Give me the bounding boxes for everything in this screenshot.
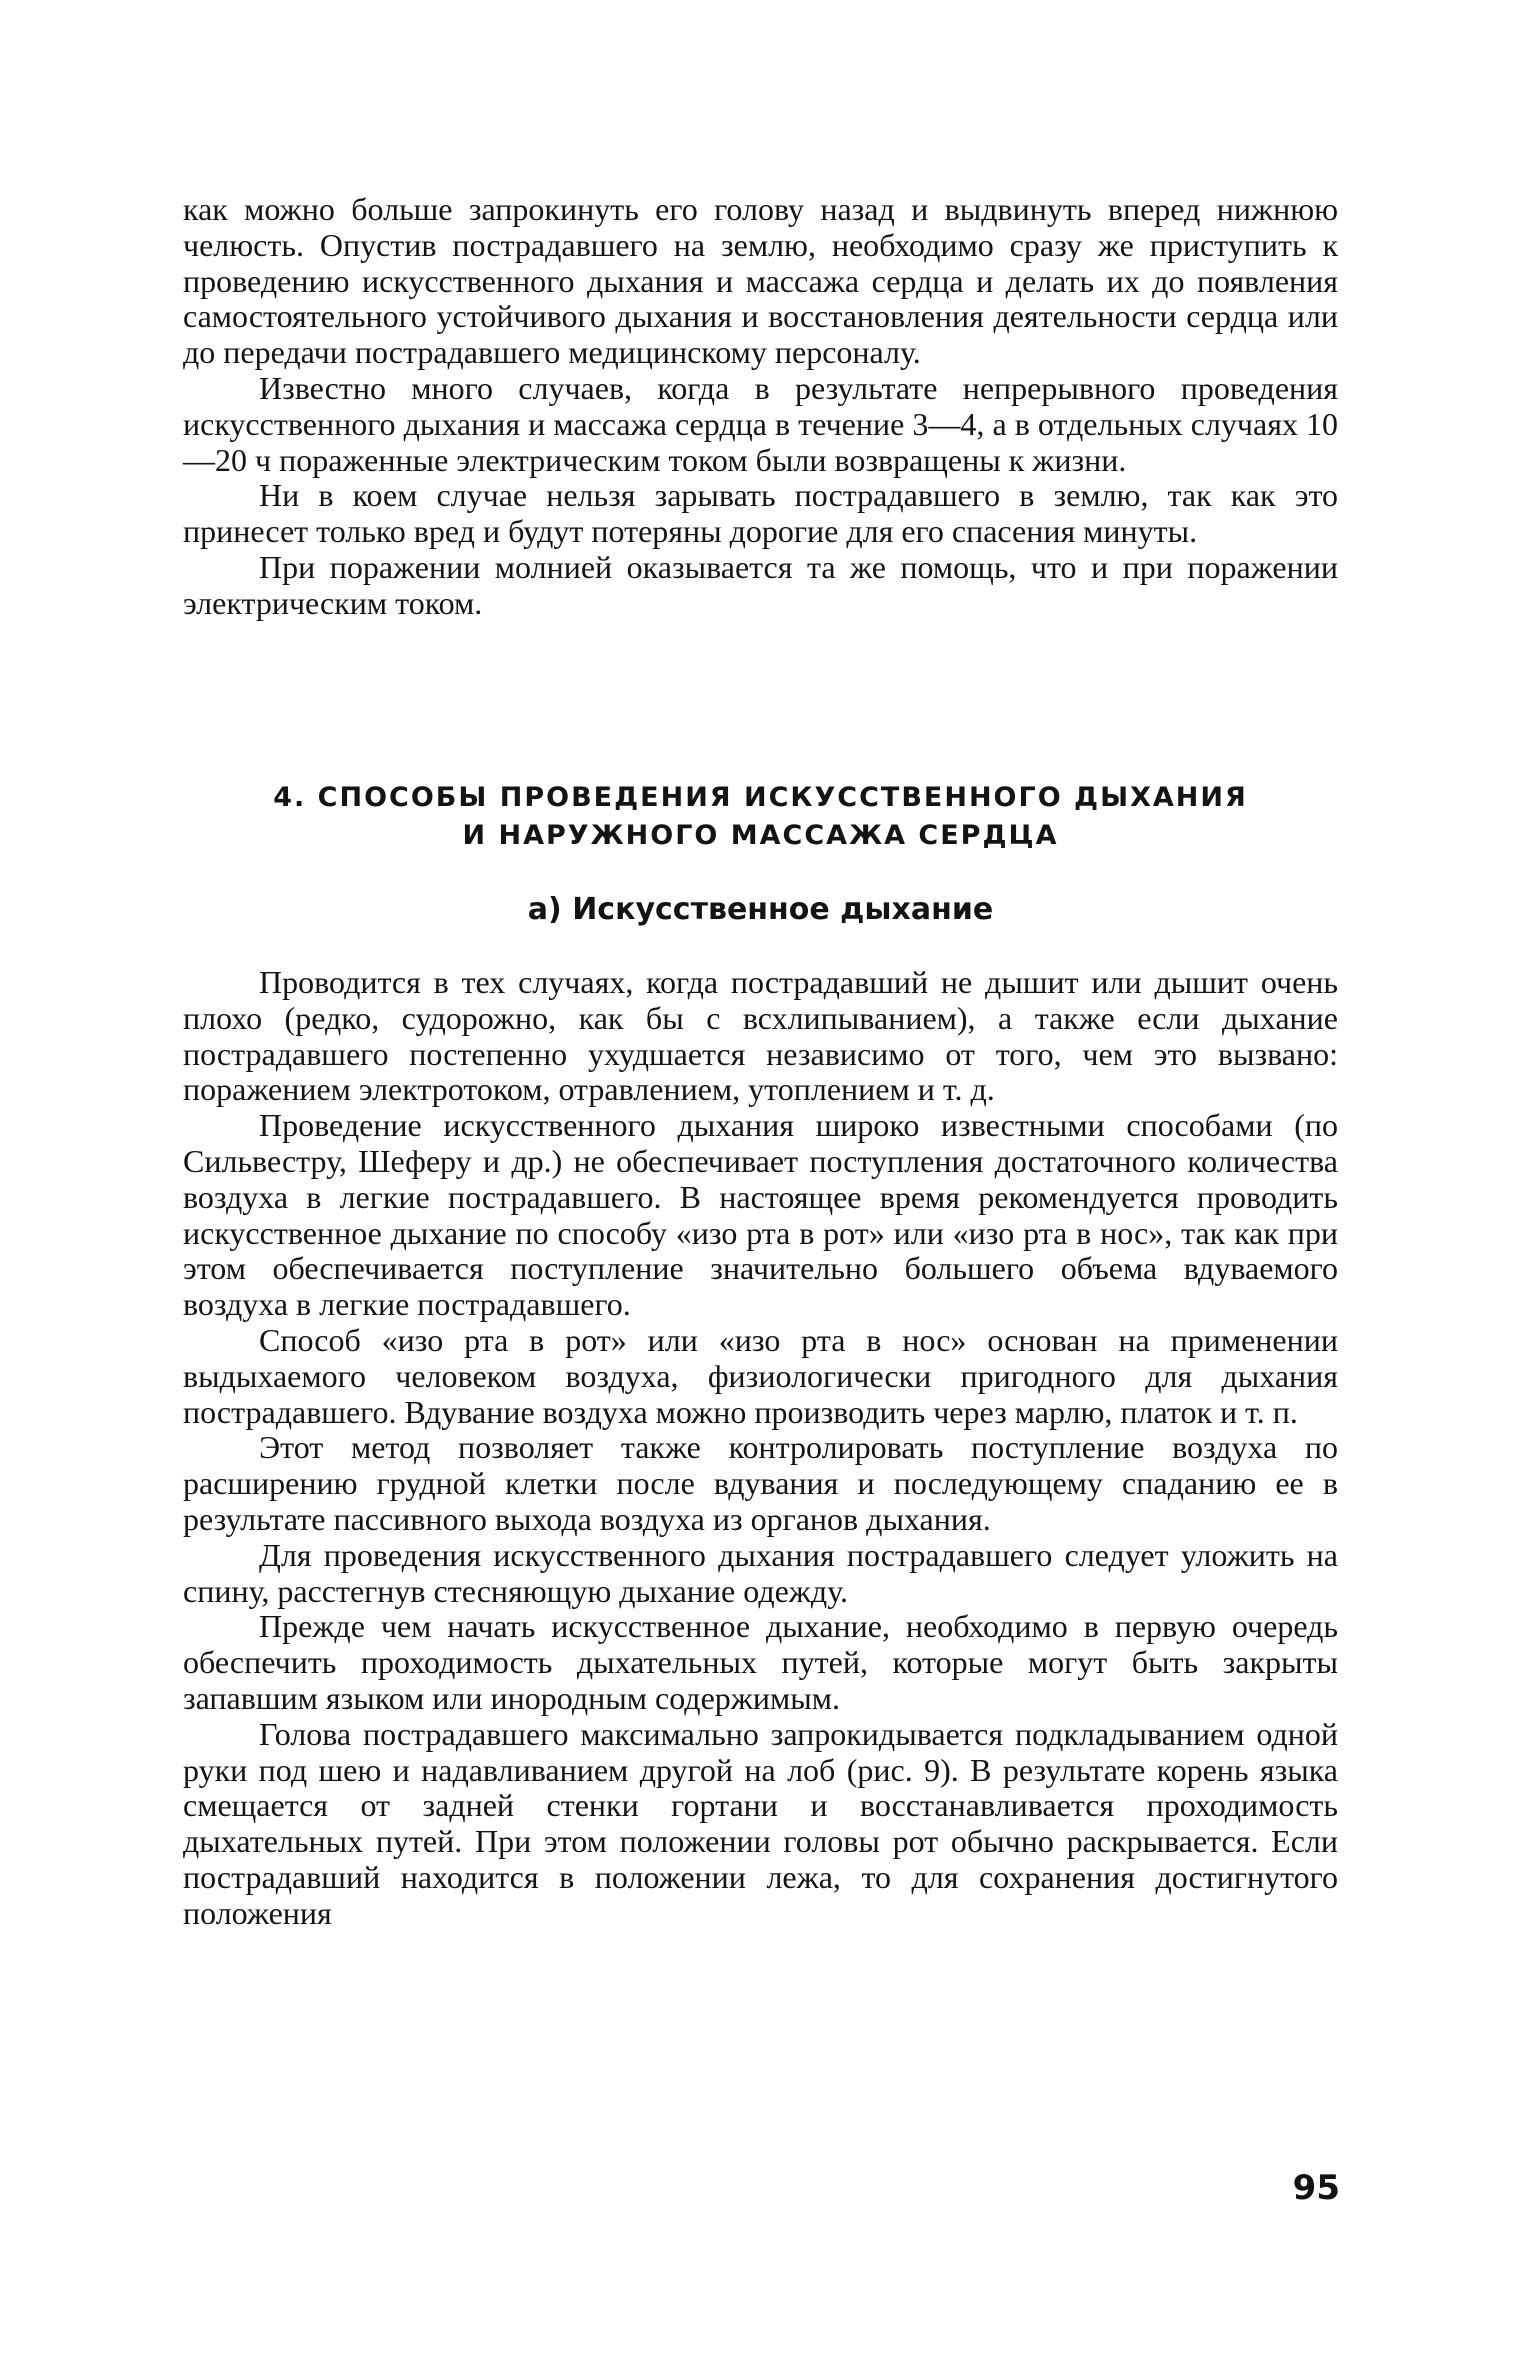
body-text-block <box>183 965 1338 1932</box>
paragraph-mouth-to-mouth: Способ «изо рта в рот» или «изо рта в нос» основан на применении выдыхаемого человеком воздуха, физиологически пригодного для дыхания пострадавшего. Вдувание воздуха можно производить через марлю, платок и т. п. <box>183 1321 1338 1430</box>
section-heading-line-1: 4. СПОСОБЫ ПРОВЕДЕНИЯ ИСКУССТВЕННОГО ДЫХАНИЯ <box>273 782 1248 813</box>
paragraph-airway: Прежде чем начать искусственное дыхание, необходимо в первую очередь обеспечить проходимость дыхательных путей, которые могут быть закрыты запавшим языком или инородным содержимым. <box>183 1608 1338 1716</box>
section-heading-line-2: И НАРУЖНОГО МАССАЖА СЕРДЦА <box>462 820 1059 851</box>
paragraph-lightning: При поражении молнией оказывается та же помощь, что и при поражении электрическим током. <box>183 548 1338 621</box>
paragraph-known-cases: Известно много случаев, когда в результате непрерывного проведения искусственного дыхания и массажа сердца в течение 3—4, а в отдельных случаях 10—20 ч пораженные электрическим током были возвращены к жизни. <box>183 369 1338 478</box>
subsection-heading: а) Искусственное дыхание <box>527 892 994 927</box>
paragraph-positioning: Для проведения искусственного дыхания пострадавшего следует уложить на спину, расстегнув стесняющую дыхание одежду. <box>183 1536 1338 1609</box>
page-number: 95 <box>1292 2168 1340 2208</box>
paragraph-continuation: как можно больше запрокинуть его голову назад и выдвинуть вперед нижнюю челюсть. Опустив пострадавшего на землю, необходимо сразу же приступить к проведению искусственного дыхания и массажа сердца и делать их до появления самостоятельного устойчивого дыхания и восстановления деятельности сердца или до передачи пострадавшего медицинскому персоналу. <box>183 191 1338 371</box>
paragraph-do-not-bury: Ни в коем случае нельзя зарывать пострадавшего в землю, так как это принесет только вред и будут потеряны дорогие для его спасения минуты. <box>183 477 1338 550</box>
top-text-block <box>183 192 1338 622</box>
paragraph-when-performed: Проводится в тех случаях, когда пострадавший не дышит или дышит очень плохо (редко, судорожно, как бы с всхлипыванием), а также если дыхание пострадавшего постепенно ухудшается независимо от того, чем это вызвано: поражением электротоком, отравлением, утоплением и т. д. <box>183 964 1338 1108</box>
paragraph-head-tilt: Голова пострадавшего максимально запрокидывается подкладыванием одной руки под шею и надавливанием другой на лоб (рис. 9). В результате корень языка смещается от задней стенки гортани и восстанавливается проходимость дыхательных путей. При этом положении головы рот обычно раскрывается. Если пострадавший находится в положении лежа, то для сохранения достигнутого положения <box>183 1715 1338 1931</box>
paragraph-control: Этот метод позволяет также контролировать поступление воздуха по расширению грудной клетки после вдувания и последующему спаданию ее в результате пассивного выхода воздуха из органов дыхания. <box>183 1429 1338 1537</box>
paragraph-methods: Проведение искусственного дыхания широко известными способами (по Сильвестру, Шеферу и др.) не обеспечивает поступления достаточного количества воздуха в легкие пострадавшего. В настоящее время рекомендуется проводить искусственное дыхание по способу «изо рта в рот» или «изо рта в нос», так как при этом обеспечивается поступление значительно большего объема вдуваемого воздуха в легкие пострадавшего. <box>183 1107 1338 1323</box>
